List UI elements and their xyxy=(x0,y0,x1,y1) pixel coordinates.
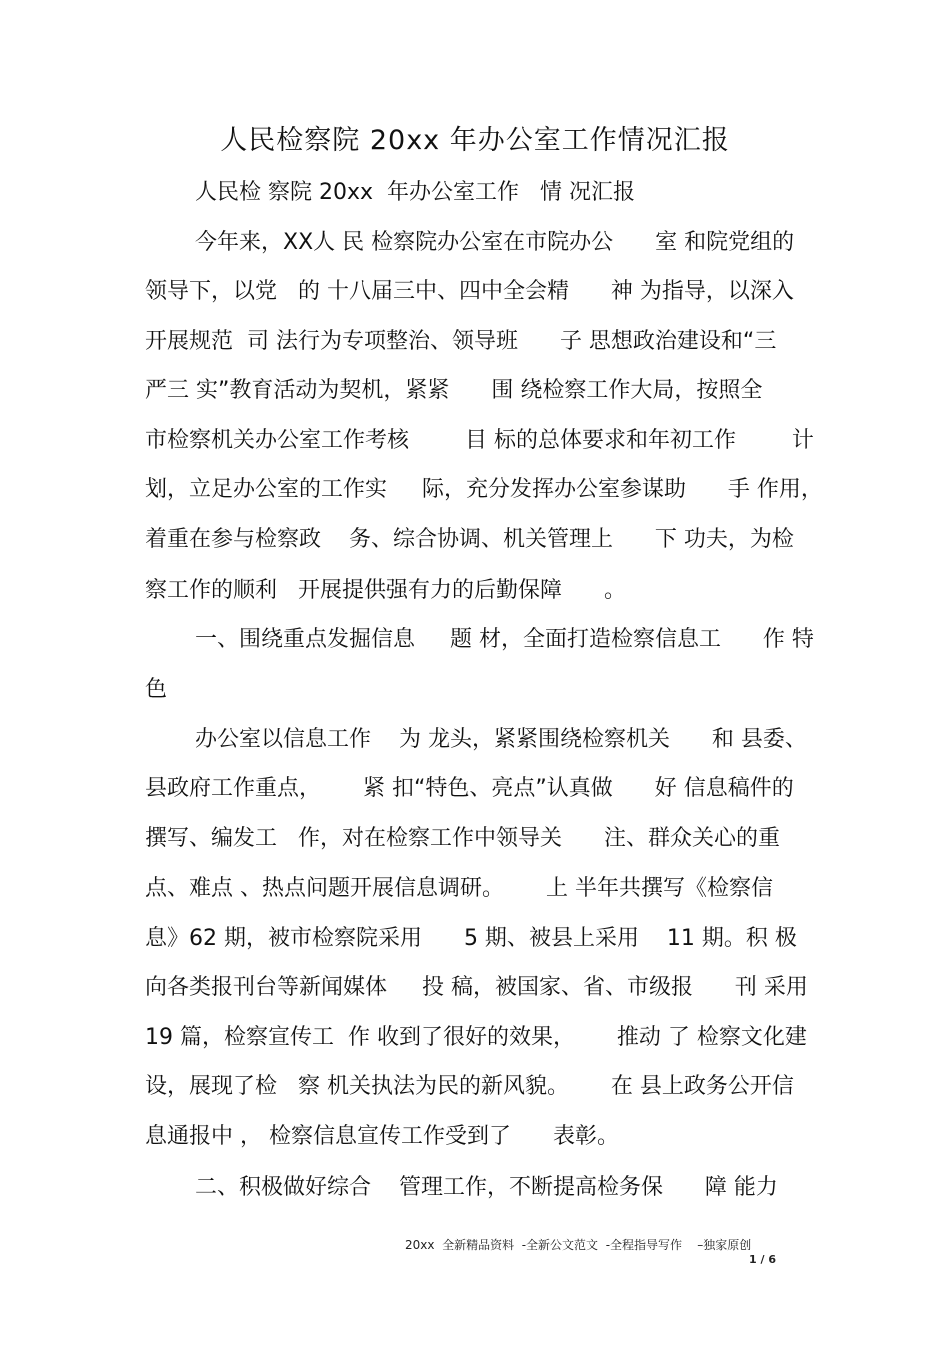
body-line: 设，展现了检 察 机关执法为民的新风貌。 在 县上政务公开信 xyxy=(145,1074,794,1099)
body-line: 息》62 期，被市检察院采用 5 期、被县上采用 11 期。积 极 xyxy=(145,926,797,951)
section-heading-continued: 色 xyxy=(145,677,168,702)
body-line: 市检察机关办公室工作考核 目 标的总体要求和年初工作 计 xyxy=(145,428,814,453)
body-line: 县政府工作重点， 紧 扣“特色、亮点”认真做 好 信息稿件的 xyxy=(145,776,794,801)
body-line: 撰写、编发工 作，对在检察工作中领导关 注、群众关心的重 xyxy=(145,826,780,851)
body-line: 开展规范 司 法行为专项整治、领导班 子 思想政治建设和“三 xyxy=(145,329,777,354)
body-line: 点、难点 、热点问题开展信息调研。 上 半年共撰写《检察信 xyxy=(145,876,773,901)
body-line: 息通报中 ， 检察信息宣传工作受到了 表彰。 xyxy=(145,1124,619,1149)
body-line: 办公室以信息工作 为 龙头，紧紧围绕检察机关 和 县委、 xyxy=(195,727,807,752)
body-line: 划，立足办公室的工作实 际，充分发挥办公室参谋助 手 作用， xyxy=(145,477,823,502)
body-line: 着重在参与检察政 务、综合协调、机关管理上 下 功夫，为检 xyxy=(145,527,794,552)
document-subtitle: 人民检 察院 20xx 年办公室工作 情 况汇报 xyxy=(195,180,635,205)
body-line: 领导下，以党 的 十八届三中、四中全会精 神 为指导，以深入 xyxy=(145,279,794,304)
body-line: 察工作的顺利 开展提供强有力的后勤保障 。 xyxy=(145,578,626,603)
section-heading: 一、围绕重点发掘信息 题 材，全面打造检察信息工 作 特 xyxy=(195,627,814,652)
body-line: 向各类报刊台等新闻媒体 投 稿，被国家、省、市级报 刊 采用 xyxy=(145,975,808,1000)
body-line: 严三 实”教育活动为契机，紧紧 围 绕检察工作大局，按照全 xyxy=(145,378,763,403)
footer-note: 20xx 全新精品资料 -全新公文范文 -全程指导写作 –独家原创 xyxy=(405,1238,752,1252)
body-line: 今年来，XX人 民 检察院办公室在市院办公 室 和院党组的 xyxy=(195,230,795,255)
section-heading: 二、积极做好综合 管理工作，不断提高检务保 障 能力 xyxy=(195,1175,778,1200)
document-title: 人民检察院 20xx 年办公室工作情况汇报 xyxy=(220,125,730,156)
body-line: 19 篇，检察宣传工 作 收到了很好的效果， 推动 了 检察文化建 xyxy=(145,1025,807,1050)
page-number: 1 / 6 xyxy=(749,1253,776,1266)
